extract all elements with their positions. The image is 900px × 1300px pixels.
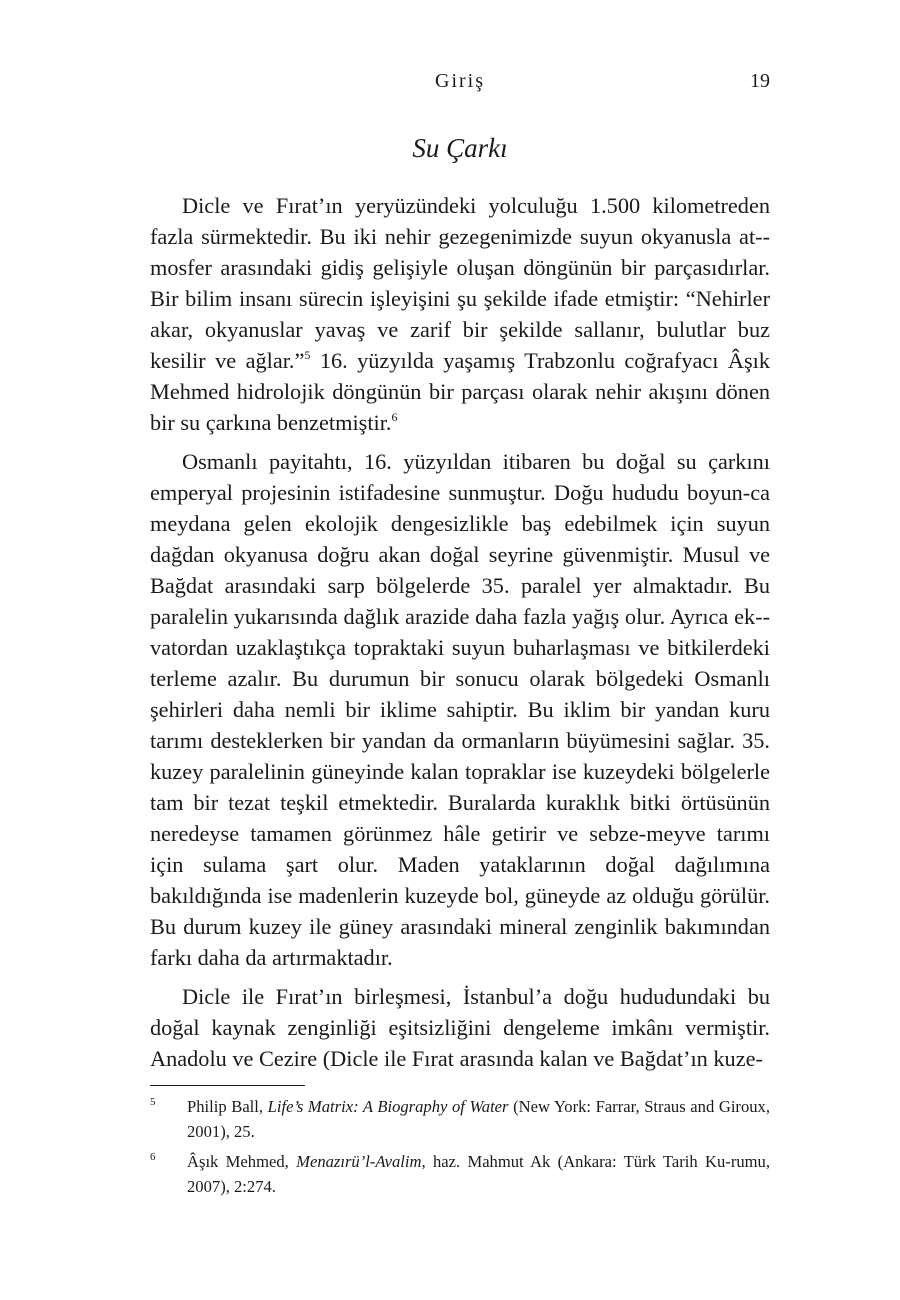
footnote-divider bbox=[150, 1085, 305, 1086]
paragraph-text: Dicle ile Fırat’ın birleşmesi, İstanbul’a doğu hududundaki bu doğal kaynak zenginliği eşitsizliğini dengeleme imkânı vermiştir. Anadolu ve Cezire (Dicle ile Fırat arasında kalan ve Bağdat’ın kuze- bbox=[150, 984, 770, 1071]
footnote-number: 5 bbox=[150, 1096, 156, 1108]
footnote-reference: 6 bbox=[391, 410, 398, 424]
cited-title: Life’s Matrix: A Biography of Water bbox=[267, 1097, 509, 1116]
body-text bbox=[150, 190, 770, 1082]
footnote bbox=[150, 1094, 770, 1144]
paragraph bbox=[150, 190, 770, 438]
paragraph-text: Osmanlı payitahtı, 16. yüzyıldan itibaren bu doğal su çarkını emperyal projesinin istifadesine sunmuştur. Doğu hududu boyun-ca meydana gelen ekolojik dengesizlikle baş edebilmek için suyun dağdan okyanusa doğru akan doğal seyrine güvenmiştir. Musul ve Bağdat arasındaki sarp bölgelerde 35. paralel yer almaktadır. Bu paralelin yukarısında dağlık arazide daha fazla yağış olur. Ayrıca ek-vatordan uzaklaştıkça topraktaki suyun buharlaşması ve bitkilerdeki terleme azalır. Bu durumun bir sonucu olarak bölgedeki Osmanlı şehirleri daha nemli bir iklime sahiptir. Bu iklim bir yandan kuru tarımı desteklerken bir yandan da ormanların büyümesini sağlar. 35. kuzey paralelinin güneyinde kalan topraklar ise kuzeydeki bölgelerle tam bir tezat teşkil etmektedir. Buralarda kuraklık bitki örtüsünün neredeyse tamamen görünmez hâle getirir ve sebze-meyve tarımı için sulama şart olur. Maden yataklarının doğal dağılımına bakıldığında ise madenlerin kuzeyde bol, güneyde az olduğu görülür. Bu durum kuzey ile güney arasındaki mineral zenginlik bakımından farkı daha da artırmaktadır. bbox=[150, 449, 770, 970]
footnote-text bbox=[187, 1097, 770, 1141]
running-title: Giriş bbox=[435, 70, 485, 92]
paragraph bbox=[150, 446, 770, 973]
paragraph-text: Dicle ve Fırat’ın yeryüzündeki yolculuğu 1.500 kilometreden fazla sürmektedir. Bu iki nehir gezegenimizde suyun okyanusla at-mosfer arasındaki gidiş gelişiyle oluşan döngünün bir parçasıdırlar. Bir bilim insanı sürecin işleyişini şu şekilde ifade etmiştir: “Nehirler akar, okyanuslar yavaş ve zarif bir şekilde sallanır, bulutlar buz kesilir ve ağlar.” bbox=[150, 193, 770, 373]
footnote-text-run: Philip Ball, bbox=[187, 1097, 268, 1116]
running-header bbox=[150, 70, 770, 100]
footnote bbox=[150, 1149, 770, 1199]
footnote-reference: 5 bbox=[304, 348, 311, 362]
paragraph bbox=[150, 981, 770, 1074]
paragraph-text: 16. yüzyılda yaşamış Trabzonlu coğrafyacı Âşık Mehmed hidrolojik döngünün bir parçası olarak nehir akışını dönen bir su çarkına benzetmiştir. bbox=[150, 348, 770, 435]
footnote-number: 6 bbox=[150, 1151, 156, 1163]
footnote-text-run: Âşık Mehmed, bbox=[187, 1152, 297, 1171]
footnote-text-run: , haz. Mahmut Ak (Ankara: Türk Tarih Ku-rumu, 2007), 2:274. bbox=[187, 1152, 771, 1196]
page-number: 19 bbox=[750, 70, 770, 92]
cited-title: Menazırü’l-Avalim bbox=[296, 1152, 422, 1171]
section-title: Su Çarkı bbox=[412, 133, 508, 163]
footnote-text-run: (New York: Farrar, Straus and Giroux, 2001), 25. bbox=[187, 1097, 770, 1141]
book-page bbox=[150, 0, 770, 1300]
footnotes bbox=[150, 1094, 770, 1204]
footnote-text bbox=[187, 1152, 770, 1196]
